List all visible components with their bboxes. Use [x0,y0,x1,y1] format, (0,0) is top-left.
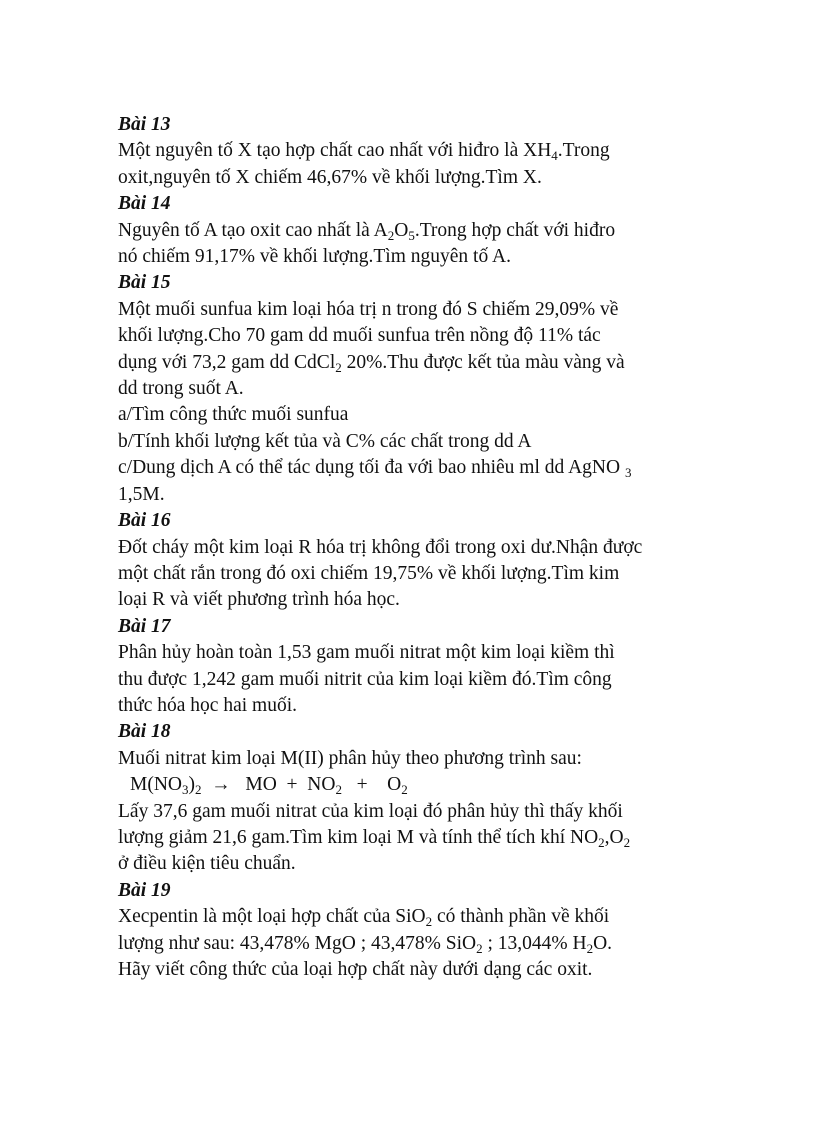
problem-18 [118,719,698,877]
problem-line: thức hóa học hai muối. [118,694,297,716]
problem-line: Nguyên tố A tạo oxit cao nhất là $A_2O_5.Trong$ hợp chất với hiđro [118,219,616,243]
problem-line: lượng giảm 21,6 gam.Tìm kim loại M và tính thể tích khí $NO_2,O_2$ [118,826,631,850]
problem-line: oxit,nguyên tố X chiếm 46,67% về khối lượng.Tìm X. [118,166,542,188]
problem-title: Bài 13 [118,114,171,135]
problem-17 [118,614,698,720]
problem-line: một chất rắn trong đó oxi chiếm 19,75% về khối lượng.Tìm kim [118,562,620,584]
problem-line: 1,5M. [118,483,165,505]
problem-16 [118,508,698,614]
problem-line: b/Tính khối lượng kết tủa và C% các chất trong dd A [118,430,532,452]
problem-line: Lấy 37,6 gam muối nitrat của kim loại đó phân hủy thì thấy khối [118,800,623,822]
problem-line: ở điều kiện tiêu chuẩn. [118,853,296,875]
problem-line: loại R và viết phương trình hóa học. [118,589,400,611]
problem-19 [118,878,698,984]
problem-title: Bài 19 [118,879,171,901]
chemical-equation: $M(NO_3)_2$ → MO + $NO_2$ + $O_2$ [130,774,408,798]
problem-14 [118,191,698,270]
problem-title: Bài 15 [118,272,171,294]
problem-line: lượng như sau: 43,478% MgO ; 43,478% SiO$_2$ ; 13,044% $H_2O$. [118,932,613,956]
problem-line: Một muối sunfua kim loại hóa trị n trong đó S chiếm 29,09% về [118,298,619,320]
problem-line: Xecpentin là một loại hợp chất của SiO$_2$ có thành phần về khối [118,906,610,930]
problem-line: Đốt cháy một kim loại R hóa trị không đổi trong oxi dư.Nhận được [118,536,643,558]
problem-line: Phân hủy hoàn toàn 1,53 gam muối nitrat một kim loại kiềm thì [118,642,615,664]
problem-title: Bài 18 [118,721,171,743]
problem-15 [118,270,698,508]
problem-line: Hãy viết công thức của loại hợp chất này dưới dạng các oxit. [118,959,593,980]
document-page [118,112,698,983]
problem-13 [118,112,698,191]
problem-line: nó chiếm 91,17% về khối lượng.Tìm nguyên tố A. [118,246,511,268]
problem-line: Một nguyên tố X tạo hợp chất cao nhất với hiđro là $XH_4.Trong$ [118,140,610,164]
problem-line: Muối nitrat kim loại M(II) phân hủy theo phương trình sau: [118,747,582,769]
problem-line: dd trong suốt A. [118,378,244,400]
problem-title: Bài 16 [118,510,171,532]
problem-line: khối lượng.Cho 70 gam dd muối sunfua trên nồng độ 11% tác [118,325,601,347]
problem-line: dụng với 73,2 gam dd CdCl$_2$ 20%.Thu được kết tủa màu vàng và [118,351,625,375]
problem-title: Bài 17 [118,615,171,637]
problem-title: Bài 14 [118,193,171,215]
problem-line: a/Tìm công thức muối sunfua [118,404,349,426]
problem-line: c/Dung dịch A có thể tác dụng tối đa với bao nhiêu ml dd AgNO $_3$ [118,457,632,481]
problem-line: thu được 1,242 gam muối nitrit của kim loại kiềm đó.Tìm công [118,668,612,690]
